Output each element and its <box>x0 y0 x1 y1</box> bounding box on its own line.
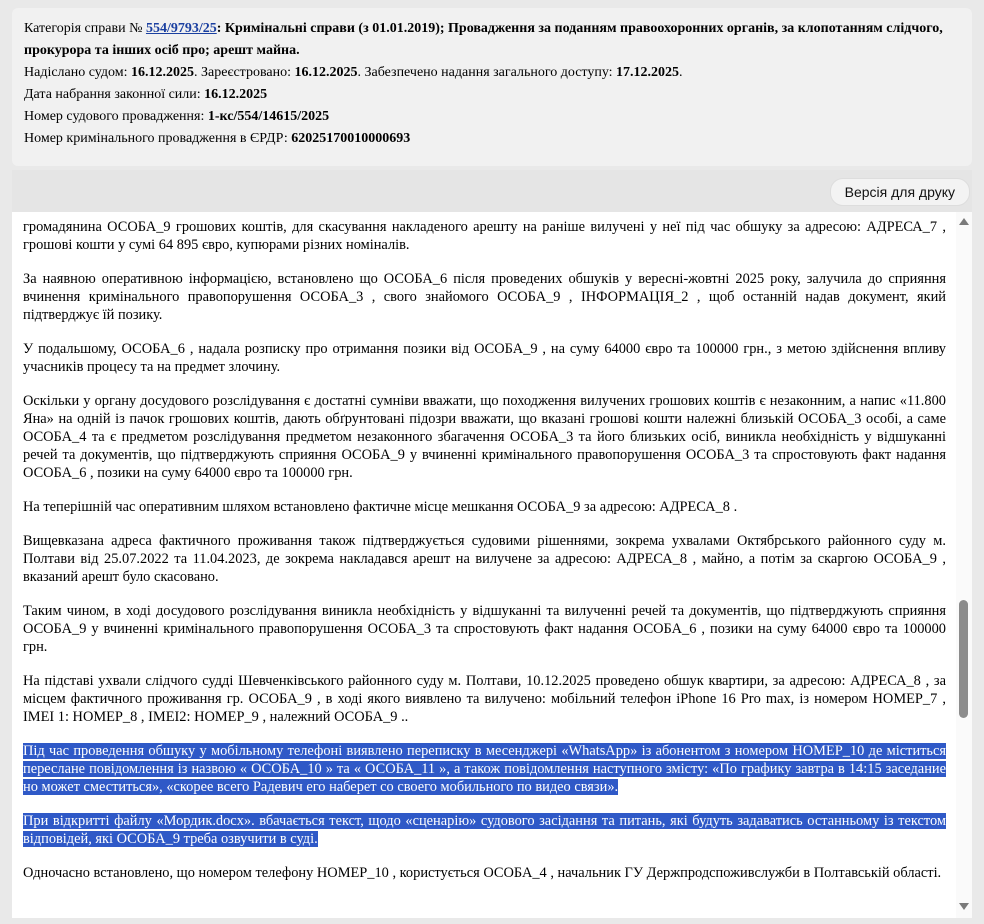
dates-row <box>24 62 960 84</box>
document-paragraph: Оскільки у органу досудового розслідування є достатні сумніви вважати, що походження вилучених грошових коштів є незаконним, а напис «11.800 Яна» на одній із пачок грошових коштів, дають обґрунтовані підозри вважати, що вказані грошові кошти належні близькій ОСОБА_3 особі, а саме ОСОБА_4 та є предметом розслідування предметом незаконного збагачення ОСОБА_3 та його близьких осіб, виникла необхідність у відшуканні речей та документів, що підтверджують сприяння ОСОБА_9 у вчиненні кримінального правопорушення ОСОБА_3 та спростовують факт надання ОСОБА_6 , позики на суму 64000 євро та 100000 грн. <box>23 393 946 481</box>
erdr-row <box>24 128 960 150</box>
court-proceeding-row <box>24 106 960 128</box>
court-proc-value: 1-кс/554/14615/2025 <box>207 109 330 124</box>
case-category-text: : Кримінальні справи (з 01.01.2019); Провадження за поданням правоохоронних органів, за клопотанням слідчого, прокурора та інших осіб про; арешт майна. <box>24 21 943 58</box>
effective-label: Дата набрання законної сили: <box>24 87 205 102</box>
registered-date: 16.12.2025 <box>294 65 358 80</box>
access-suffix: . <box>679 65 683 80</box>
selected-text: Під час проведення обшуку у мобільному телефоні виявлено переписку в месенджері «WhatsApp» із абонентом з номером НОМЕР_10 де міститься переслане повідомлення із назвою « ОСОБА_10 » та « ОСОБА_11 », а також повідомлення наступного змісту: «По графику завтра в 14:15 заседание но может сместиться», «скорее всего Радевич его наберет со своего мобильного по видео связи». <box>23 743 946 795</box>
category-prefix: Категорія справи № <box>24 21 146 36</box>
vertical-scrollbar[interactable] <box>956 212 972 918</box>
document-paragraph: На підставі ухвали слідчого судді Шевченківського районного суду м. Полтави, 10.12.2025 проведено обшук квартири, за адресою: АДРЕСА_8 , за місцем фактичного проживання гр. ОСОБА_9 , в ході якого виявлено та вилучено: мобільний телефон iPhone 16 Pro max, із номером НОМЕР_7 , IMEI 1: НОМЕР_8 , IMEI2: НОМЕР_9 , належний ОСОБА_9 .. <box>23 673 946 725</box>
registered-label: . Зареєстровано: <box>194 65 295 80</box>
access-date: 17.12.2025 <box>616 65 680 80</box>
document-text <box>23 218 946 898</box>
scrollbar-thumb[interactable] <box>959 600 968 718</box>
document-paragraph: За наявною оперативною інформацією, встановлено що ОСОБА_6 після проведених обшуків у вересні-жовтні 2025 року, залучила до сприяння вчинення кримінального правопорушення ОСОБА_3 , свого знайомого ОСОБА_9 , ІНФОРМАЦІЯ_2 , щоб останній надав документ, який підтверджує їй позику. <box>23 271 946 323</box>
erdr-value: 62025170010000693 <box>291 131 411 146</box>
document-paragraph-selected <box>23 742 946 796</box>
document-paragraph: Таким чином, в ході досудового розслідування виникла необхідність у відшуканні та вилученні речей та документів, що підтверджують сприяння ОСОБА_9 у вчиненні кримінального правопорушення ОСОБА_3 та спростовують факт надання ОСОБА_6 , позики на суму 64000 євро та 100000 грн. <box>23 603 946 655</box>
document-paragraph-selected <box>23 812 946 848</box>
court-proc-label: Номер судового провадження: <box>24 109 208 124</box>
effective-date-row <box>24 84 960 106</box>
sent-label: Надіслано судом: <box>24 65 131 80</box>
case-info-card <box>12 8 972 166</box>
triangle-up-icon[interactable] <box>959 218 969 225</box>
access-label: . Забезпечено надання загального доступу: <box>357 65 617 80</box>
print-version-button[interactable]: Версія для друку <box>830 178 970 206</box>
triangle-down-icon[interactable] <box>959 903 969 910</box>
document-paragraph: Вищевказана адреса фактичного проживання також підтверджується судовими рішеннями, зокрема ухвалами Октябрського районного суду м. Полтави від 25.07.2022 та 11.04.2023, де зокрема накладався арешт на вилучене за адресою: АДРЕСА_8 , майно, а потім за скаргою ОСОБА_9 , вказаний арешт було скасовано. <box>23 533 946 585</box>
document-paragraph: У подальшому, ОСОБА_6 , надала розписку про отримання позики від ОСОБА_9 , на суму 64000 євро та 100000 грн., з метою здійснення впливу учасників процесу та на предмет злочину. <box>23 341 946 375</box>
effective-date: 16.12.2025 <box>204 87 268 102</box>
print-toolbar <box>12 170 972 212</box>
erdr-label: Номер кримінального провадження в ЄРДР: <box>24 131 292 146</box>
case-number-link[interactable]: 554/9793/25 <box>145 21 217 36</box>
document-viewer <box>12 212 972 918</box>
selected-text: При відкритті файлу «Мордик.docx». вбачається текст, щодо «сценарію» судового засідання та питань, які будуть задаватись останньому із текстом відповідей, які ОСОБА_9 треба озвучити в суді. <box>23 813 946 847</box>
document-paragraph: Одночасно встановлено, що номером телефону НОМЕР_10 , користується ОСОБА_4 , начальник ГУ Держпродспоживслужби в Полтавській області. <box>23 865 942 881</box>
case-category-row <box>24 18 960 62</box>
document-paragraph: громадянина ОСОБА_9 грошових коштів, для скасування накладеного арешту на раніше вилучені у неї під час обшуку за адресою: АДРЕСА_7 , грошові кошти у сумі 64 895 євро, купюрами різних номіналів. <box>23 219 946 253</box>
sent-date: 16.12.2025 <box>131 65 194 80</box>
document-paragraph: На теперішній час оперативним шляхом встановлено фактичне місце мешкання ОСОБА_9 за адресою: АДРЕСА_8 . <box>23 499 738 515</box>
